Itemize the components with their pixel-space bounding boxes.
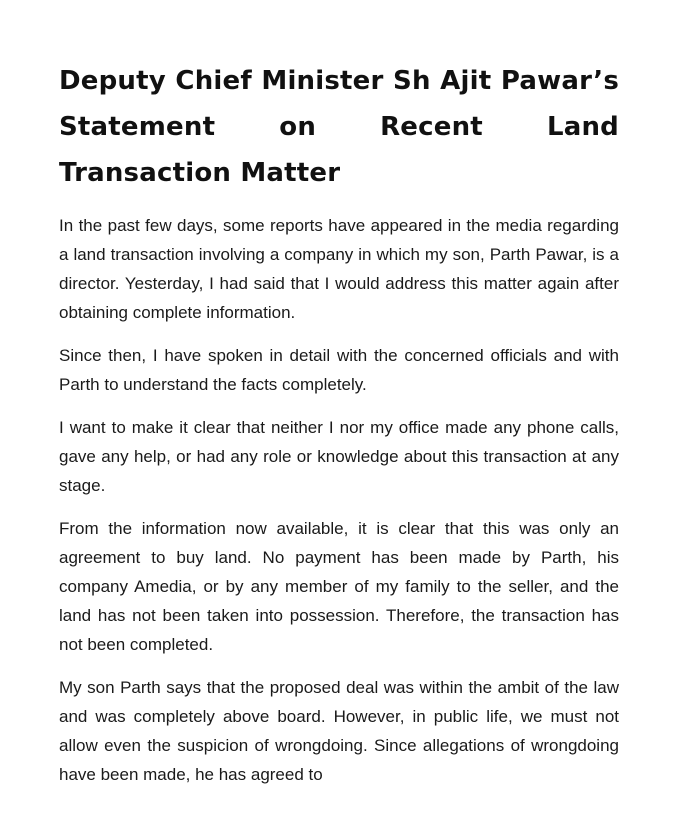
paragraph: Since then, I have spoken in detail with the concerned officials and with Parth to understand the facts completely.: [59, 346, 619, 394]
document-page: [59, 58, 619, 803]
paragraph: In the past few days, some reports have appeared in the media regarding a land transaction involving a company in which my son, Parth Pawar, is a director. Yesterday, I had said that I would address this matter again after obtaining complete information.: [59, 216, 619, 322]
paragraph: I want to make it clear that neither I nor my office made any phone calls, gave any help, or had any role or knowledge about this transaction at any stage.: [59, 418, 619, 495]
document-body: [59, 211, 619, 789]
paragraph: From the information now available, it is clear that this was only an agreement to buy land. No payment has been made by Parth, his company Amedia, or by any member of my family to the seller, and the land has not been taken into possession. Therefore, the transaction has not been completed.: [59, 519, 619, 654]
document-title: Deputy Chief Minister Sh Ajit Pawar’s Statement on Recent Land Transaction Matter: [59, 66, 619, 188]
paragraph: My son Parth says that the proposed deal was within the ambit of the law and was completely above board. However, in public life, we must not allow even the suspicion of wrongdoing. Since allegations of wrongdoing have been made, he has agreed to: [59, 678, 619, 784]
